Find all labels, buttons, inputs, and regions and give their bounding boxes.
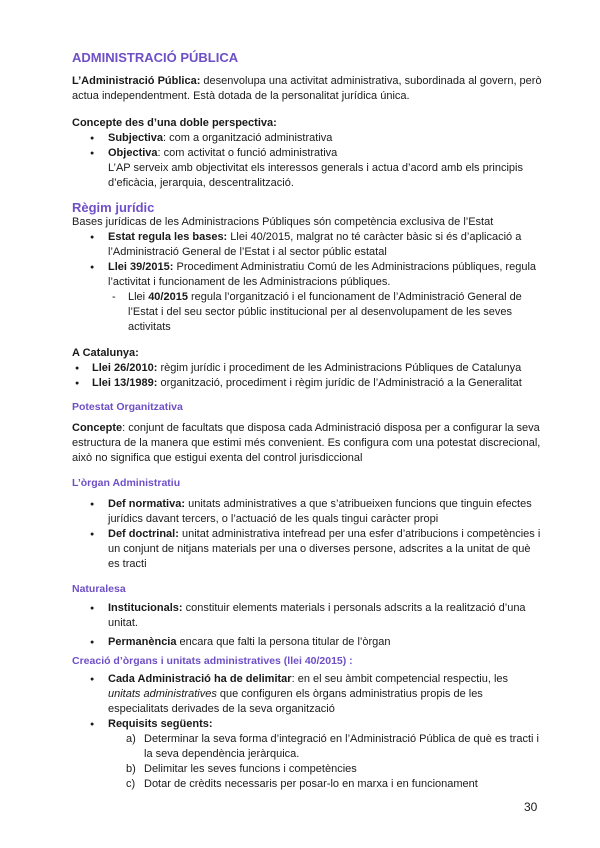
- list-item: [72, 497, 542, 527]
- item-term: Def normativa:: [108, 498, 186, 510]
- list-item: [72, 717, 542, 732]
- item-text: Procediment Administratiu Comú de les Administracions públiques, regula l’activitat i funcionament de les Administracions públiques.: [108, 261, 537, 288]
- requisit-item: [72, 777, 542, 792]
- item-text: : com a organització administrativa: [163, 132, 333, 144]
- item-text: Llei 40/2015, malgrat no té caràcter bàsic si és d’aplicació a l’Administració General de l’Estat i al sector públic estatal: [108, 231, 522, 258]
- item-term: Llei 39/2015:: [108, 261, 174, 273]
- catalunya-heading: A Catalunya:: [72, 347, 139, 359]
- list-marker: b): [126, 763, 136, 775]
- perspective-note: L’AP serveix amb objectivitat els interessos generals i actua d’acord amb els principis d’eficàcia, jerarquia, descentralització.: [108, 162, 523, 189]
- item-term: Permanència: [108, 636, 177, 648]
- item-text: unitat administrativa intefread per una esfer d’atribucions i competències i un conjunt de nitjans materials per una o diverses persone, adscrites a la unitat de què es tracti: [108, 528, 541, 570]
- item-term: Objectiva: [108, 147, 158, 159]
- list-marker: c): [126, 778, 136, 790]
- list-item: [72, 672, 542, 717]
- item-text: règim jurídic i procediment de les Administracions Públiques de Catalunya: [157, 362, 522, 374]
- section-heading-regim: Règim jurídic: [72, 200, 155, 215]
- item-text: organització, procediment i règim jurídic de l’Administració a la Generalitat: [157, 377, 522, 389]
- list-item: [72, 146, 542, 161]
- perspective-heading: Concepte des d’una doble perspectiva:: [72, 117, 277, 129]
- list-item: [72, 376, 542, 391]
- naturalesa-list: [72, 601, 542, 650]
- item-text-2: que configuren els òrgans administratius propis de les especialitats derivades de la seva organització: [108, 688, 483, 715]
- regim-intro: Bases jurídicas de les Administracions Públiques són competència exclusiva de l’Estat: [72, 216, 494, 228]
- item-text: regula l’organització i el funcionament de l’Administració General de l’Estat i del seu sector públic institucional per al desenvolupament de les seves activitats: [128, 291, 522, 333]
- item-term: Llei 13/1989:: [92, 377, 158, 389]
- list-item: [72, 635, 542, 650]
- regim-list: [72, 230, 542, 290]
- organ-list: [72, 497, 542, 572]
- item-text: Determinar la seva forma d’integració en l’Administració Pública de què es tracti i la seva dependència jeràrquica.: [144, 733, 539, 760]
- intro-term: L’Administració Pública:: [72, 75, 201, 87]
- item-text: : com activitat o funció administrativa: [157, 147, 338, 159]
- requisits-list: [72, 732, 542, 792]
- item-italic: unitats administratives: [108, 688, 217, 700]
- creacio-list: [72, 672, 542, 732]
- section-heading-naturalesa: Naturalesa: [72, 583, 126, 595]
- item-prefix: Llei: [128, 291, 149, 303]
- list-item: [72, 361, 542, 376]
- item-term: Institucionals:: [108, 602, 183, 614]
- list-marker: a): [126, 733, 136, 745]
- requisit-item: [72, 732, 542, 762]
- item-term: Cada Administració ha de delimitar: [108, 673, 292, 685]
- page-title: ADMINISTRACIÓ PÚBLICA: [72, 50, 239, 65]
- page-number: 30: [524, 800, 538, 814]
- item-term: Estat regula les bases:: [108, 231, 228, 243]
- section-heading-organ: L’òrgan Administratiu: [72, 477, 181, 489]
- list-item: [72, 527, 542, 572]
- regim-sublist: [72, 290, 542, 335]
- item-text: Dotar de crèdits necessaris per posar-lo en marxa i en funcionament: [144, 778, 478, 790]
- potestat-text: : conjunt de facultats que disposa cada Administració disposa per a configurar la seva estructura de la manera que estimi més convenient. Es configura com una potestat discrecional, això no significa que estigui exenta del control jurisdiccional: [72, 422, 541, 464]
- section-heading-potestat: Potestat Organitzativa: [72, 401, 183, 413]
- item-term: 40/2015: [148, 291, 188, 303]
- item-text: Delimitar les seves funcions i competències: [144, 763, 357, 775]
- potestat-term: Concepte: [72, 422, 123, 434]
- item-term: Subjectiva: [108, 132, 164, 144]
- list-item: [72, 260, 542, 290]
- document-page: [72, 50, 542, 792]
- intro-text: desenvolupa una activitat administrativa, subordinada al govern, però actua independentment. Està dotada de la personalitat jurídica única.: [72, 75, 542, 102]
- item-term: Def doctrinal:: [108, 528, 179, 540]
- sub-list-item: [72, 290, 542, 335]
- catalunya-list: [72, 361, 542, 391]
- list-item: [72, 230, 542, 260]
- list-item: [72, 601, 542, 631]
- item-term: Llei 26/2010:: [92, 362, 158, 374]
- requisit-item: [72, 762, 542, 777]
- potestat-paragraph: [72, 421, 542, 466]
- perspective-list: [72, 131, 542, 161]
- item-text: constituir elements materials i personals adscrits a la realització d’una unitat.: [108, 602, 526, 629]
- item-text: : en el seu àmbit competencial respectiu, les: [291, 673, 509, 685]
- section-heading-creacio: Creació d’òrgans i unitats administratives (llei 40/2015) :: [72, 655, 353, 667]
- intro-paragraph: [72, 74, 542, 104]
- item-term: Requisits següents:: [108, 718, 213, 730]
- item-text: unitats administratives a que s’atribueixen funcions que tinguin efectes jurídics davant tercers, o l’actuació de les quals tingui caràcter propi: [108, 498, 532, 525]
- list-item: [72, 131, 542, 146]
- item-text: encara que falti la persona titular de l’òrgan: [176, 636, 391, 648]
